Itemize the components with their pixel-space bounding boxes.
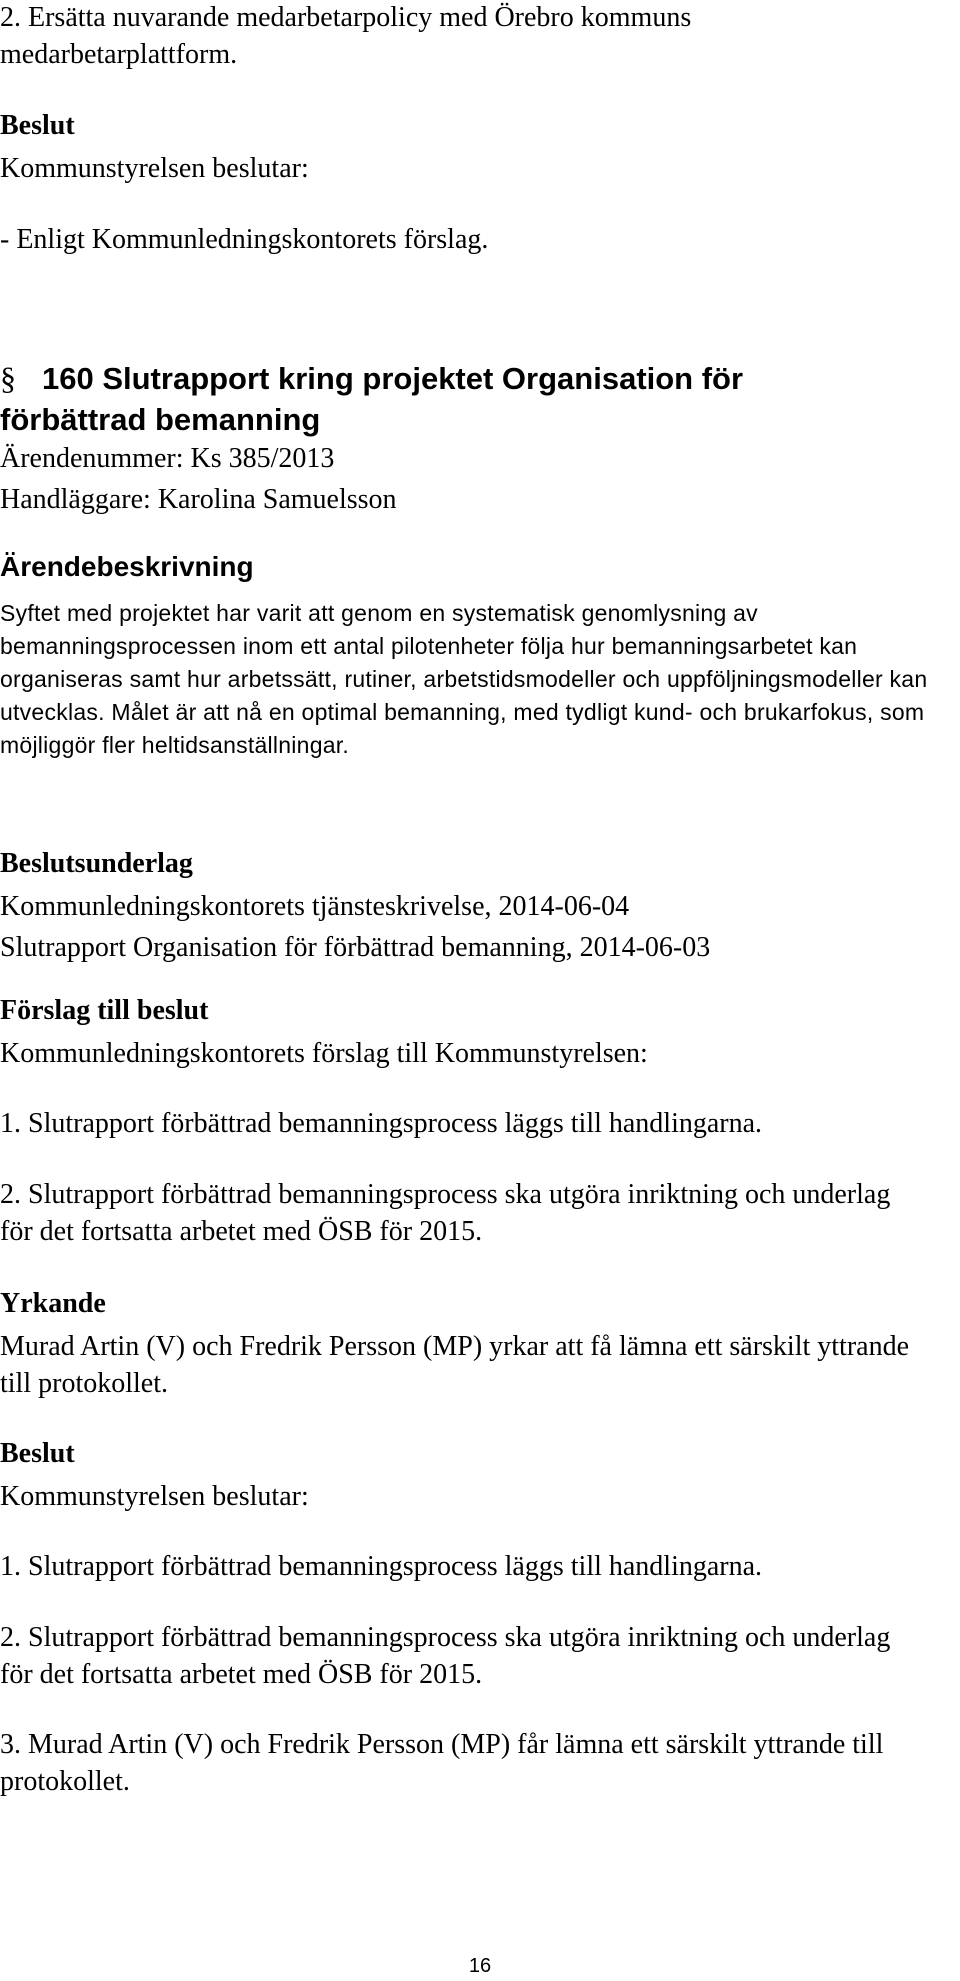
proposal-item-2: 2. Slutrapport förbättrad bemanningsprocess ska utgöra inriktning och underlag för det fortsatta arbetet med ÖSB för 2015. — [0, 1179, 891, 1247]
motion-text: Murad Artin (V) och Fredrik Persson (MP) yrkar att få lämna ett särskilt yttrande till protokollet. — [0, 1331, 910, 1399]
motion-heading: Yrkande — [0, 1288, 106, 1319]
decision-item-2: 2. Slutrapport förbättrad bemanningsprocess ska utgöra inriktning och underlag för det fortsatta arbetet med ÖSB för 2015. — [0, 1622, 891, 1690]
decision-heading: Beslut — [0, 1438, 75, 1469]
description-heading: Ärendebeskrivning — [0, 551, 254, 582]
section-title: 160 Slutrapport kring projektet Organisation för förbättrad bemanning — [0, 361, 744, 437]
page-number: 16 — [468, 1955, 492, 1977]
basis-line-2: Slutrapport Organisation för förbättrad bemanning, 2014-06-03 — [0, 932, 711, 963]
decision-intro: Kommunstyrelsen beslutar: — [0, 1481, 309, 1512]
basis-line-1: Kommunledningskontorets tjänsteskrivelse, 2014-06-04 — [0, 891, 630, 922]
proposal-heading: Förslag till beslut — [0, 995, 209, 1026]
basis-heading: Beslutsunderlag — [0, 848, 193, 879]
previous-item-2: 2. Ersätta nuvarande medarbetarpolicy med Örebro kommuns medarbetarplattform. — [0, 2, 692, 70]
proposal-intro: Kommunledningskontorets förslag till Kommunstyrelsen: — [0, 1038, 648, 1069]
proposal-item-1: 1. Slutrapport förbättrad bemanningsprocess läggs till handlingarna. — [0, 1108, 763, 1139]
section-symbol: § — [0, 360, 16, 396]
section-heading — [0, 358, 860, 440]
previous-decision-heading: Beslut — [0, 110, 75, 141]
case-handler: Handläggare: Karolina Samuelsson — [0, 484, 397, 515]
description-text: Syftet med projektet har varit att genom en systematisk genomlysning av bemanningsprocessen inom ett antal pilotenheter följa hur bemanningsarbetet kan organiseras samt hur arbetssätt, rutiner, arbetstidsmodeller och uppföljningsmodeller kan utvecklas. Målet är att nå en optimal bemanning, med tydligt kund- och brukarfokus, som möjliggör fler heltidsanställningar. — [0, 600, 928, 758]
decision-item-1: 1. Slutrapport förbättrad bemanningsprocess läggs till handlingarna. — [0, 1551, 763, 1582]
previous-decision-point: - Enligt Kommunledningskontorets förslag. — [0, 224, 489, 255]
case-number: Ärendenummer: Ks 385/2013 — [0, 443, 335, 474]
previous-decision-intro: Kommunstyrelsen beslutar: — [0, 153, 309, 184]
decision-item-3: 3. Murad Artin (V) och Fredrik Persson (MP) får lämna ett särskilt yttrande till protokollet. — [0, 1729, 884, 1797]
